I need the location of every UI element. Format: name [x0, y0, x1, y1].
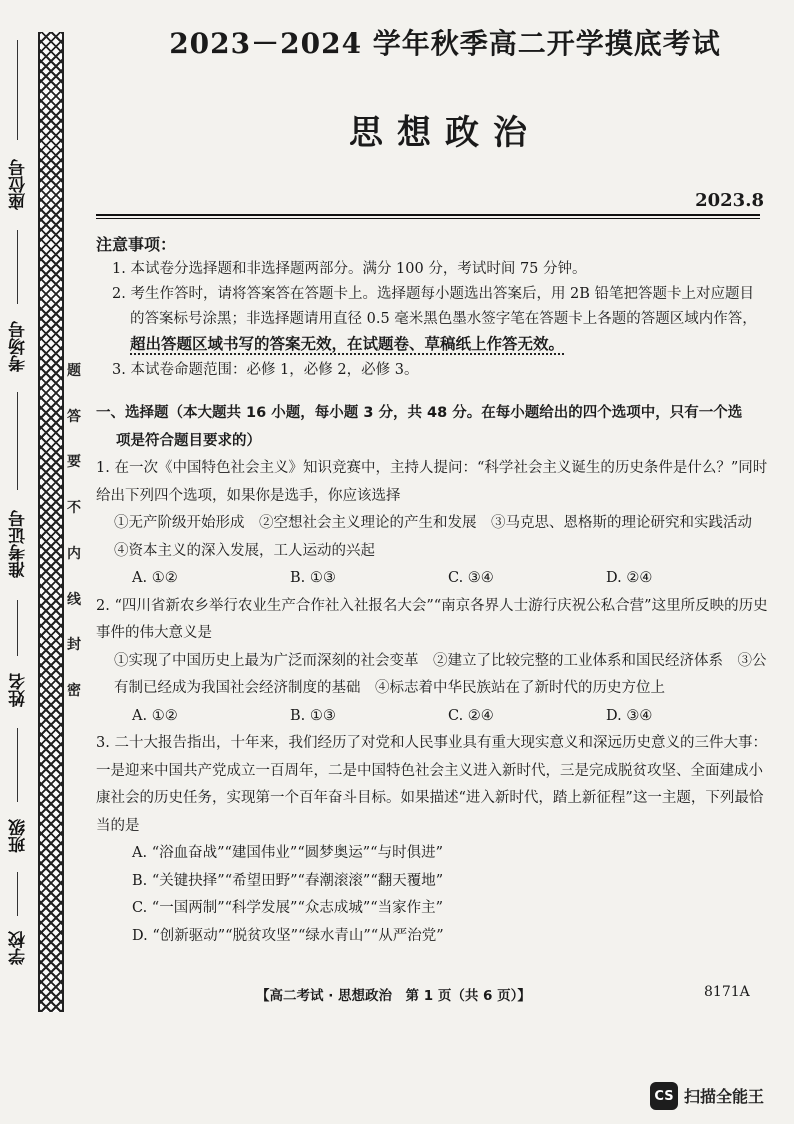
exam-room-line	[17, 230, 18, 304]
option-d: D. ③④	[606, 707, 653, 724]
option-d: D. ②④	[606, 570, 653, 586]
option-b: B. ①③	[290, 707, 336, 724]
option-a: A. ①②	[132, 570, 178, 586]
seal-char: 内	[67, 545, 81, 562]
question-2	[96, 593, 768, 731]
binding-labels	[0, 0, 36, 1124]
notice-item-2	[96, 282, 764, 358]
ticket-number-label: 准考证号	[9, 510, 29, 578]
seal-char: 密	[67, 682, 81, 699]
question-1-stem: 1. 在一次《中国特色社会主义》知识竞赛中，主持人提问：“科学社会主义诞生的历史条件是什么？”同时给出下列四个选项，如果你是选手，你应该选择	[96, 460, 768, 504]
class-line	[17, 728, 18, 802]
option-a: A. “浴血奋战”“建国伟业”“圆梦奥运”“与时俱进”	[132, 845, 443, 861]
class-label: 班级	[9, 819, 29, 853]
question-3	[96, 730, 768, 950]
option-b: B. “关键抉择”“希望田野”“春潮滚滚”“翻天覆地”	[132, 872, 444, 889]
option-c: C. “一国两制”“科学发展”“众志成城”“当家作主”	[132, 900, 444, 916]
exam-room-label: 考场号	[9, 321, 29, 373]
option-c: C. ③④	[448, 570, 494, 586]
name-line	[17, 600, 18, 656]
questions	[96, 400, 768, 950]
question-1-statements: ①无产阶级开始形成 ②空想社会主义理论的产生和发展 ③马克思、恩格斯的理论研究和实践活动 ④资本主义的深入发展，工人运动的兴起	[114, 515, 767, 559]
seat-number-line	[17, 40, 18, 140]
notice-item-1: 1. 本试卷分选择题和非选择题两部分。满分 100 分，考试时间 75 分钟。	[112, 261, 587, 277]
seal-char: 要	[67, 454, 81, 471]
seal-char: 题	[67, 363, 81, 379]
question-1	[96, 455, 768, 593]
seal-char: 封	[67, 637, 81, 654]
camscanner-logo-icon: CS	[650, 1082, 678, 1110]
option-c: C. ②④	[448, 707, 494, 724]
camscanner-watermark: 扫描全能王	[684, 1087, 765, 1106]
notice-item-3: 3. 本试卷命题范围：必修 1，必修 2，必修 3。	[112, 362, 419, 378]
seat-number-label: 座位号	[9, 159, 29, 211]
ticket-number-line	[17, 392, 18, 490]
section-heading-line1: 一、选择题（本大题共 16 小题，每小题 3 分，共 48 分。在每小题给出的四个选项中，只有一个选	[96, 405, 743, 421]
option-a: A. ①②	[132, 707, 178, 724]
question-3-stem: 3. 二十大报告指出，十年来，我们经历了对党和人民事业具有重大现实意义和深远历史意义的三件大事：一是迎来中国共产党成立一百周年，二是中国特色社会主义进入新时代，三是完成脱贫攻坚、全面建成小康社会的历史任务，实现第一个百年奋斗目标。如果描述“进入新时代，踏上新征程”这一主题，下列最恰当的是	[96, 735, 767, 834]
exam-title: 2023－2024 学年秋季高二开学摸底考试	[169, 27, 721, 60]
notice-section	[96, 232, 764, 383]
subject-title: 思想政治	[349, 113, 541, 153]
question-1-options	[96, 565, 768, 593]
name-label: 姓名	[9, 673, 29, 707]
seal-line-text	[62, 360, 86, 700]
question-2-stem: 2. “四川省新农乡举行农业生产合作社入社报名大会”“南京各界人士游行庆祝公私合营”这里所反映的历史事件的伟大意义是	[96, 597, 768, 641]
header-rule-thick	[96, 214, 760, 216]
school-label: 学校	[9, 931, 29, 965]
question-2-options	[96, 703, 768, 731]
section-heading-line2: 项是符合题目要求的）	[116, 432, 261, 449]
notice-item-2-emphasis: 超出答题区域书写的答案无效，在试题卷、草稿纸上作答无效。	[130, 335, 565, 353]
option-d: D. “创新驱动”“脱贫攻坚”“绿水青山”“从严治党”	[132, 927, 444, 944]
seal-char: 不	[67, 500, 81, 517]
decorative-binding-strip	[38, 32, 64, 1012]
paper-code: 8171A	[704, 984, 750, 1000]
exam-date: 2023.8	[695, 190, 764, 211]
notice-title: 注意事项：	[96, 235, 177, 254]
section-heading	[96, 400, 768, 455]
seal-char: 线	[67, 591, 81, 608]
option-b: B. ①③	[290, 570, 336, 586]
school-line	[17, 872, 18, 916]
page-footer: 【高二考试 · 思想政治 第 1 页（共 6 页）】	[256, 988, 531, 1004]
header-rule-thin	[96, 218, 760, 219]
question-2-statements: ①实现了中国历史上最为广泛而深刻的社会变革 ②建立了比较完整的工业体系和国民经济体系 ③公有制已经成为我国社会经济制度的基础 ④标志着中华民族站在了新时代的历史方位上	[114, 652, 767, 696]
seal-char: 答	[67, 408, 81, 425]
notice-item-2-text: 2. 考生作答时，请将答案答在答题卡上。选择题每小题选出答案后，用 2B 铅笔把答题卡上对应题目的答案标号涂黑；非选择题请用直径 0.5 毫米黑色墨水签字笔在答题卡上各题的答题区域内作答，	[112, 286, 757, 327]
